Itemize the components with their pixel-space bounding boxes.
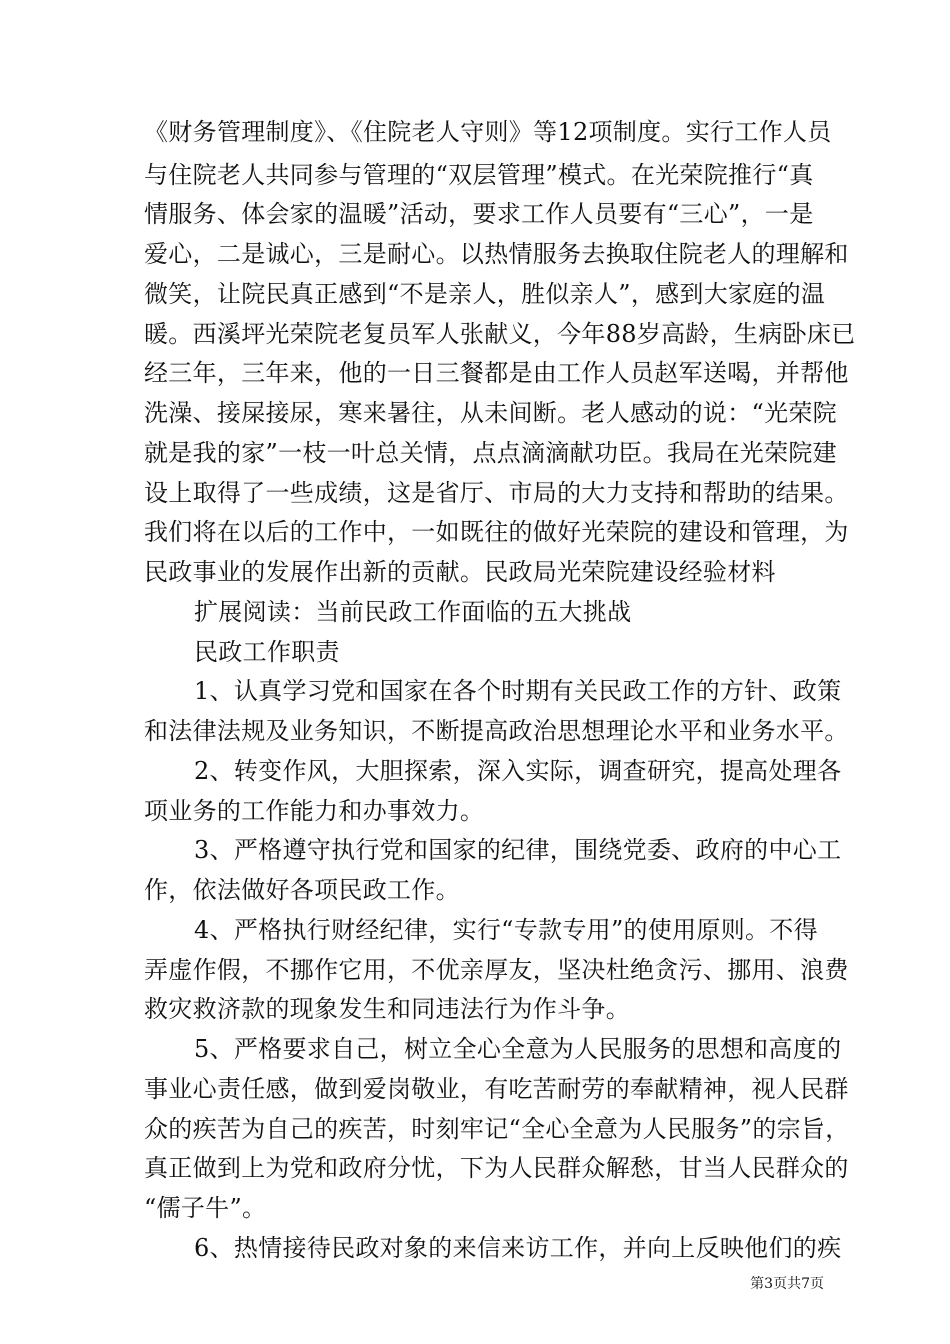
paragraph-line: 《财务管理制度》、《住院老人守则》等12项制度。实行工作人员 [144,118,832,146]
paragraph-line: 设上取得了一些成绩，这是省厅、市局的大力支持和帮助的结果。 [144,479,849,507]
page-number: 第3页共7页 [750,1276,824,1292]
paragraph-line: 1、认真学习党和国家在各个时期有关民政工作的方针、政策 [194,677,842,705]
paragraph-line: 就是我的家”一枝一叶总关情，点点滴滴献功臣。我局在光荣院建 [144,439,837,467]
paragraph-line: 微笑，让院民真正感到“不是亲人，胜似亲人”，感到大家庭的温 [144,280,826,308]
paragraph-line: 暖。西溪坪光荣院老复员军人张献义，今年88岁高龄，生病卧床已 [144,320,856,348]
section-heading: 民政工作职责 [194,638,340,666]
paragraph-line: 4、严格执行财经纪律，实行“专款专用”的使用原则。不得 [194,916,818,944]
paragraph-line: 救灾救济款的现象发生和同违法行为作斗争。 [144,995,630,1023]
paragraph-line: 5、严格要求自己，树立全心全意为人民服务的思想和高度的 [194,1035,842,1063]
paragraph-line: 与住院老人共同参与管理的“双层管理”模式。在光荣院推行“真 [144,161,814,189]
paragraph-line: 真正做到上为党和政府分忧，下为人民群众解愁，甘当人民群众的 [144,1154,849,1182]
paragraph-line: 3、严格遵守执行党和国家的纪律，围绕党委、政府的中心工 [194,836,842,864]
paragraph-line: 弄虚作假，不挪作它用，不优亲厚友，坚决杜绝贪污、挪用、浪费 [144,956,849,984]
paragraph-line: 事业心责任感，做到爱岗敬业，有吃苦耐劳的奉献精神，视人民群 [144,1075,849,1103]
paragraph-line: 情服务、体会家的温暖”活动，要求工作人员要有“三心”，一是 [144,200,814,228]
extended-reading-heading: 扩展阅读：当前民政工作面临的五大挑战 [194,598,632,626]
paragraph-line: 项业务的工作能力和办事效力。 [144,797,485,825]
paragraph-line: 民政事业的发展作出新的贡献。民政局光荣院建设经验材料 [144,558,776,586]
paragraph-line: 洗澡、接屎接尿，寒来暑往，从未间断。老人感动的说：“光荣院 [144,399,837,427]
paragraph-line: 和法律法规及业务知识，不断提高政治思想理论水平和业务水平。 [144,717,849,745]
paragraph-line: 爱心，二是诚心，三是耐心。以热情服务去换取住院老人的理解和 [144,240,849,268]
paragraph-line: 作，依法做好各项民政工作。 [144,876,460,904]
paragraph-line: 6、热情接待民政对象的来信来访工作，并向上反映他们的疾 [194,1234,842,1262]
paragraph-line: 经三年，三年来，他的一日三餐都是由工作人员赵军送喝，并帮他 [144,359,849,387]
paragraph-line: 我们将在以后的工作中，一如既往的做好光荣院的建设和管理，为 [144,518,849,546]
paragraph-line: 众的疾苦为自己的疾苦，时刻牢记“全心全意为人民服务”的宗旨， [144,1115,850,1143]
paragraph-line: 2、转变作风，大胆探索，深入实际，调查研究，提高处理各 [194,757,842,785]
paragraph-line: “儒子牛”。 [144,1194,267,1222]
